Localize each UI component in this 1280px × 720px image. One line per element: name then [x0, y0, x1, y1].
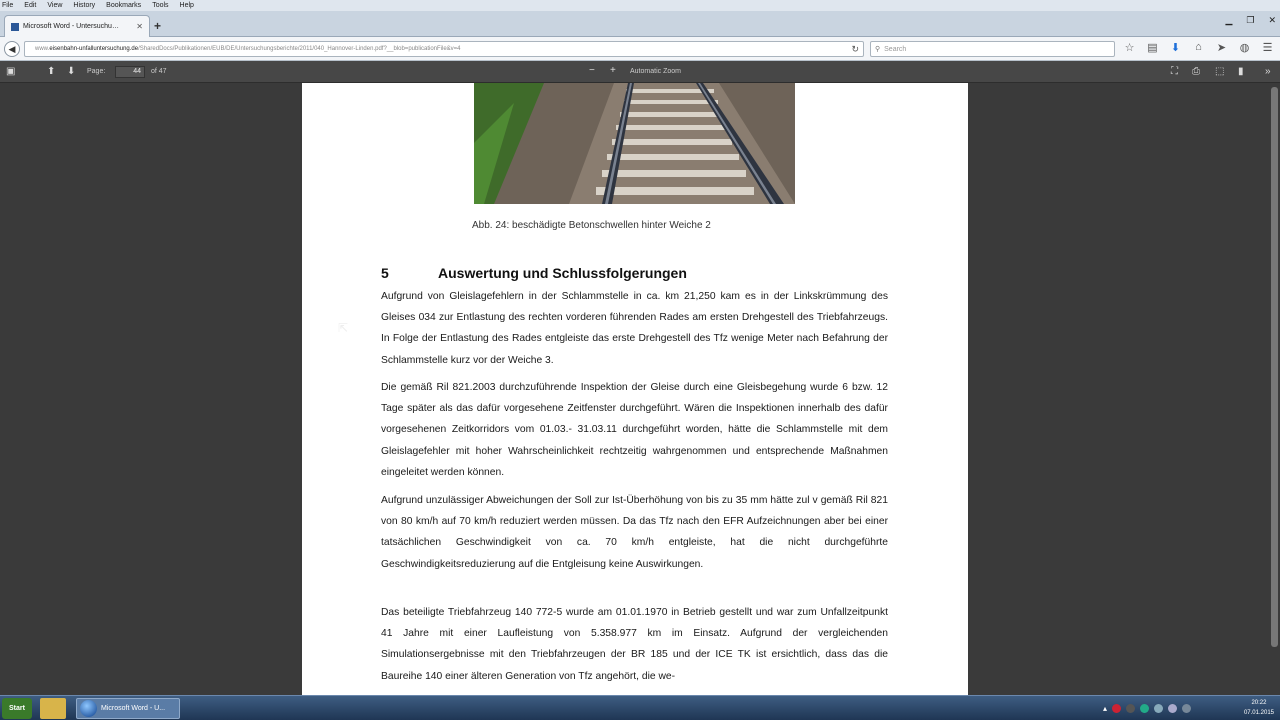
zoom-out-button[interactable]: − — [589, 65, 595, 76]
url-domain: eisenbahn-unfalluntersuchung.de — [49, 46, 139, 52]
reading-list-icon[interactable]: ▤ — [1147, 42, 1158, 54]
section-title: Auswertung und Schlussfolgerungen — [438, 265, 687, 281]
zoom-in-button[interactable]: + — [610, 65, 616, 76]
pdf-page — [302, 83, 968, 695]
clock-time: 20:22 — [1251, 700, 1267, 706]
clock-date: 07.01.2015 — [1243, 710, 1274, 716]
minimize-icon[interactable]: ▁ — [1225, 15, 1233, 25]
section-heading — [381, 265, 687, 281]
pdf-favicon-icon — [11, 23, 19, 31]
scrollbar[interactable] — [1268, 83, 1280, 695]
url-bar[interactable] — [24, 41, 864, 57]
page-number-input[interactable]: 44 — [115, 66, 145, 78]
url-path: /SharedDocs/Publikationen/EUB/DE/Untersuchungsberichte/2011/040_Hannover-Linden.pdf?__blob=publicationFile&v=4 — [138, 46, 461, 52]
navigation-bar — [0, 37, 1280, 61]
tray-power-icon[interactable] — [1182, 704, 1191, 713]
taskbar — [0, 695, 1280, 720]
close-window-icon[interactable]: ✕ — [1268, 15, 1276, 25]
downloads-icon[interactable]: ⬇ — [1170, 42, 1181, 54]
tab-strip — [0, 11, 1280, 37]
menu-file[interactable]: File — [2, 2, 14, 9]
tray-settings-icon[interactable] — [1126, 704, 1135, 713]
track-photo — [474, 83, 795, 204]
download-pdf-icon[interactable]: ⬚ — [1215, 66, 1225, 77]
tools-menu-icon[interactable]: » — [1265, 66, 1271, 77]
start-button[interactable]: Start — [2, 698, 32, 719]
page-label: Page: — [87, 68, 106, 75]
tray-sync-icon[interactable] — [1140, 704, 1149, 713]
paragraph-3: Aufgrund unzulässiger Abweichungen der Soll zur Ist-Überhöhung von bis zu 35 mm hätte zul v gemäß Ril 821 von 80 km/h auf 70 km/h reduziert werden müssen. Da das Tfz nach den EFR Aufzeichnungen aber bei einer tatsächlichen Geschwindigkeit von ca. 70 km/h entgleiste, hat die nicht durchgeführte Geschwindigkeitsreduzierung auf die Entgleisung keine Auswirkungen. — [381, 495, 888, 570]
file-explorer-icon[interactable] — [40, 698, 66, 719]
menu-edit[interactable]: Edit — [24, 2, 37, 9]
firefox-icon — [80, 700, 97, 717]
send-icon[interactable]: ➤ — [1216, 42, 1227, 54]
tab-title: Microsoft Word - Untersuchu… — [23, 23, 119, 30]
menu-history[interactable]: History — [73, 2, 96, 9]
url-prefix: www. — [35, 46, 50, 52]
mouse-cursor-icon: ⇱ — [338, 321, 349, 335]
bookmark-icon[interactable]: ▮ — [1238, 66, 1244, 77]
browser-tab[interactable] — [4, 15, 150, 37]
print-icon[interactable]: ⎙ — [1192, 66, 1200, 77]
menu-bookmarks[interactable]: Bookmarks — [106, 2, 142, 9]
search-input[interactable] — [870, 41, 1115, 57]
back-button[interactable]: ◀ — [4, 41, 20, 57]
fullscreen-icon[interactable]: ⛶ — [1171, 66, 1178, 77]
tray-network-icon[interactable] — [1154, 704, 1163, 713]
hamburger-menu-icon[interactable]: ☰ — [1262, 42, 1273, 54]
zoom-select[interactable]: Automatic Zoom — [630, 68, 681, 75]
pdf-viewer[interactable] — [0, 83, 1280, 695]
home-icon[interactable]: ⌂ — [1195, 41, 1202, 53]
paragraph-2: Die gemäß Ril 821.2003 durchzuführende Inspektion der Gleise durch eine Gleisbegehung wurde 6 bzw. 12 Tage später als das dafür vorgesehene Zeitfenster durchgeführt. Wären die Inspektionen innerhalb des dafür vorgesehenen Zeitkorridors vom 01.03.- 31.03.11 durchgeführt worden, hätte die Schlammstelle mit dem Gleislagefehler mit hoher Wahrscheinlichkeit rechtzeitig wahrgenommen und entsprechende Maßnahmen eingeleitet werden können. — [381, 382, 888, 478]
menu-view[interactable]: View — [47, 2, 63, 9]
bookmark-star-icon[interactable]: ☆ — [1124, 42, 1135, 54]
tray-expand-icon[interactable]: ▴ — [1103, 703, 1108, 713]
tray-volume-icon[interactable] — [1168, 704, 1177, 713]
paragraph-1: Aufgrund von Gleislagefehlern in der Schlammstelle in ca. km 21,250 kam es in der Linkskrümmung des Gleises 034 zur Entlastung des rechten vorderen führenden Rades am ersten Drehgestell des Triebfahrzeugs. In Folge der Entlastung des Rades entgleiste das erste Drehgestell des Tfz wenige Meter nach Befahrung der Schlammstelle kurz vor der Weiche 3. — [381, 291, 888, 366]
paragraph-4: Das beteiligte Triebfahrzeug 140 772-5 wurde am 01.01.1970 in Betrieb gestellt und war zum Unfallzeitpunkt 41 Jahre mit einer Laufleistung von 5.358.977 km im Einsatz. Aufgrund der vergleichenden Simulationsergebnisse mit den Triebfahrzeugen der BR 185 und der ICE TK ist ersichtlich, dass das die Baureihe 140 einer älteren Generation von Tfz angehört, die we- — [381, 607, 888, 682]
menu-bar — [0, 0, 1280, 11]
previous-page-icon[interactable]: ⬆ — [47, 66, 56, 77]
scrollbar-thumb[interactable] — [1271, 87, 1278, 647]
pdf-toolbar — [0, 61, 1280, 83]
tray-app-icon[interactable] — [1112, 704, 1121, 713]
menu-tools[interactable]: Tools — [152, 2, 169, 9]
page-total: of 47 — [151, 68, 167, 75]
pocket-icon[interactable]: ◍ — [1239, 42, 1250, 54]
maximize-icon[interactable]: ❐ — [1246, 15, 1255, 25]
section-number: 5 — [381, 265, 389, 281]
taskbar-task-word[interactable] — [76, 698, 180, 719]
figure-caption: Abb. 24: beschädigte Betonschwellen hinter Weiche 2 — [472, 220, 711, 231]
sidebar-toggle-icon[interactable]: ▣ — [6, 66, 16, 77]
toolbar-icons — [1122, 41, 1275, 54]
clock[interactable] — [1244, 698, 1274, 718]
menu-help[interactable]: Help — [179, 2, 194, 9]
next-page-icon[interactable]: ⬇ — [67, 66, 76, 77]
reload-icon[interactable]: ↻ — [851, 44, 859, 54]
search-icon: ⚲ — [875, 46, 881, 53]
task-label: Microsoft Word - U... — [101, 705, 166, 712]
new-tab-button[interactable]: + — [154, 19, 162, 33]
close-tab-icon[interactable]: ✕ — [136, 22, 143, 31]
search-placeholder: Search — [884, 45, 907, 53]
window-controls — [1225, 15, 1276, 26]
